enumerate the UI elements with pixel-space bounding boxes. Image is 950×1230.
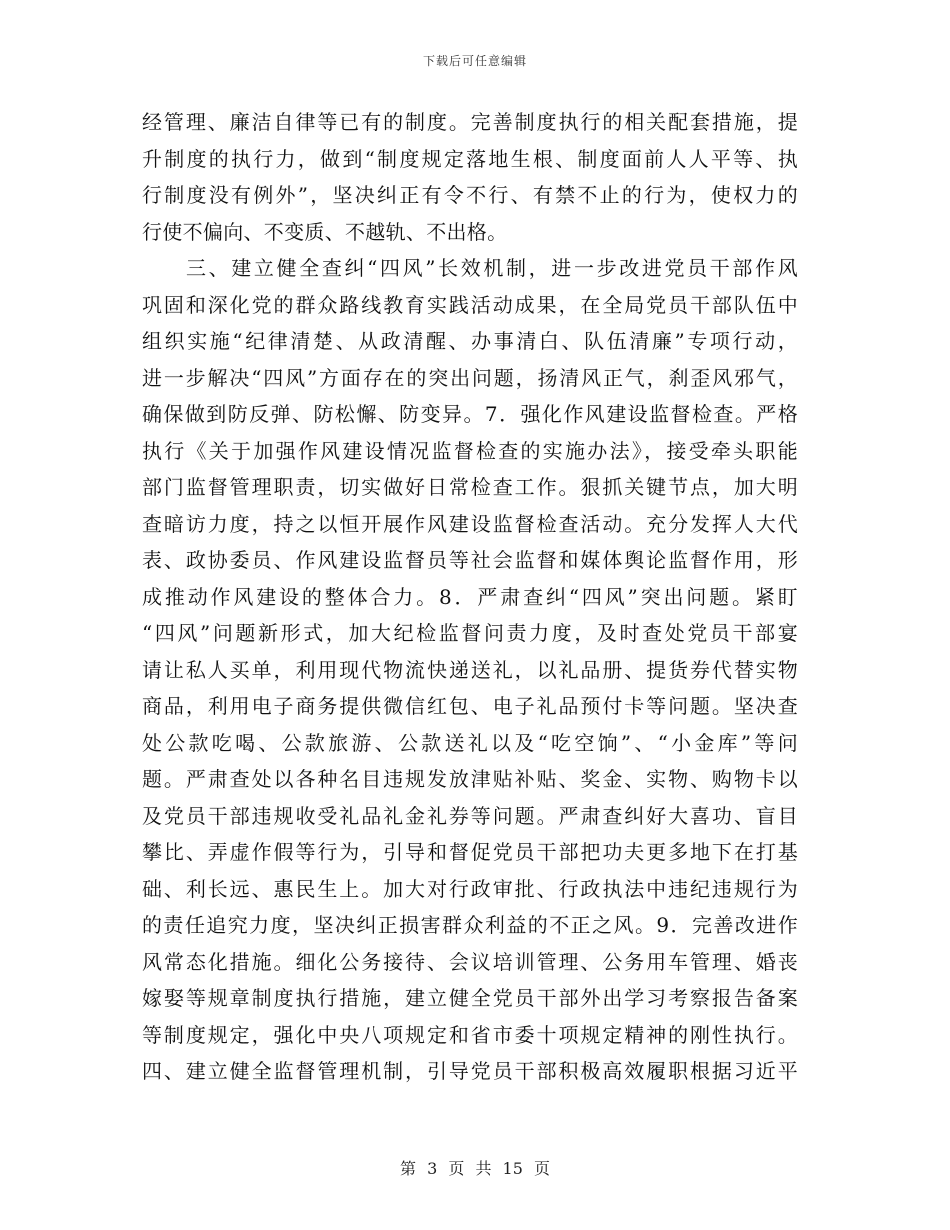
body-line: 风常态化措施。细化公务接待、会议培训管理、公务用车管理、婚丧 [142,949,798,974]
body-line: 题。严肃查处以各种名目违规发放津贴补贴、奖金、实物、购物卡以 [142,767,798,791]
body-line: 组织实施“纪律清楚、从政清醒、办事清白、队伍清廉”专项行动， [142,329,798,353]
body-line: 嫁娶等规章制度执行措施，建立健全党员干部外出学习考察报告备案 [142,986,798,1010]
body-line: 等制度规定，强化中央八项规定和省市委十项规定精神的刚性执行。 [142,1022,798,1047]
body-line: 确保做到防反弹、防松懈、防变异。7．强化作风建设监督检查。严格 [142,402,798,426]
document-body [142,104,798,1090]
body-line: 础、利长远、惠民生上。加大对行政审批、行政执法中违纪违规行为 [142,876,798,901]
body-line: 四、建立健全监督管理机制，引导党员干部积极高效履职根据习近平 [142,1059,798,1083]
body-line: 成推动作风建设的整体合力。8．严肃查纠“四风”突出问题。紧盯 [142,584,798,609]
body-line: 经管理、廉洁自律等已有的制度。完善制度执行的相关配套措施，提 [142,110,798,134]
page-number-footer: 第 3 页 共 15 页 [400,1159,550,1178]
body-line: 执行《关于加强作风建设情况监督检查的实施办法》，接受牵头职能 [142,438,798,463]
body-line: 查暗访力度，持之以恒开展作风建设监督检查活动。充分发挥人大代 [142,511,798,536]
body-line: 及党员干部违规收受礼品礼金礼券等问题。严肃查纠好大喜功、盲目 [142,803,798,828]
body-line: 进一步解决“四风”方面存在的突出问题，扬清风正气，刹歪风邪气， [142,365,798,390]
body-line: 巩固和深化党的群众路线教育实践活动成果，在全局党员干部队伍中 [142,292,798,317]
page-header: 下载后可任意编辑 [422,54,527,68]
body-line: 攀比、弄虚作假等行为，引导和督促党员干部把功夫更多地下在打基 [142,840,798,864]
section-heading-line: 三、建立健全查纠“四风”长效机制，进一步改进党员干部作风 [186,256,798,280]
body-line: 升制度的执行力，做到“制度规定落地生根、制度面前人人平等、执 [142,146,798,171]
body-line: 处公款吃喝、公款旅游、公款送礼以及“吃空饷”、“小金库”等问 [142,730,798,755]
body-line: “四风”问题新形式，加大纪检监督问责力度，及时查处党员干部宴 [142,621,798,645]
body-line: 行制度没有例外”，坚决纠正有令不行、有禁不止的行为，使权力的 [142,183,798,207]
body-line: 部门监督管理职责，切实做好日常检查工作。狠抓关键节点，加大明 [142,475,798,499]
body-line: 的责任追究力度，坚决纠正损害群众利益的不正之风。9．完善改进作 [142,913,798,937]
body-line: 商品，利用电子商务提供微信红包、电子礼品预付卡等问题。坚决查 [142,694,798,718]
body-line: 表、政协委员、作风建设监督员等社会监督和媒体舆论监督作用，形 [142,548,798,572]
body-line: 行使不偏向、不变质、不越轨、不出格。 [142,219,508,244]
body-line: 请让私人买单，利用现代物流快递送礼，以礼品册、提货券代替实物 [142,657,798,682]
